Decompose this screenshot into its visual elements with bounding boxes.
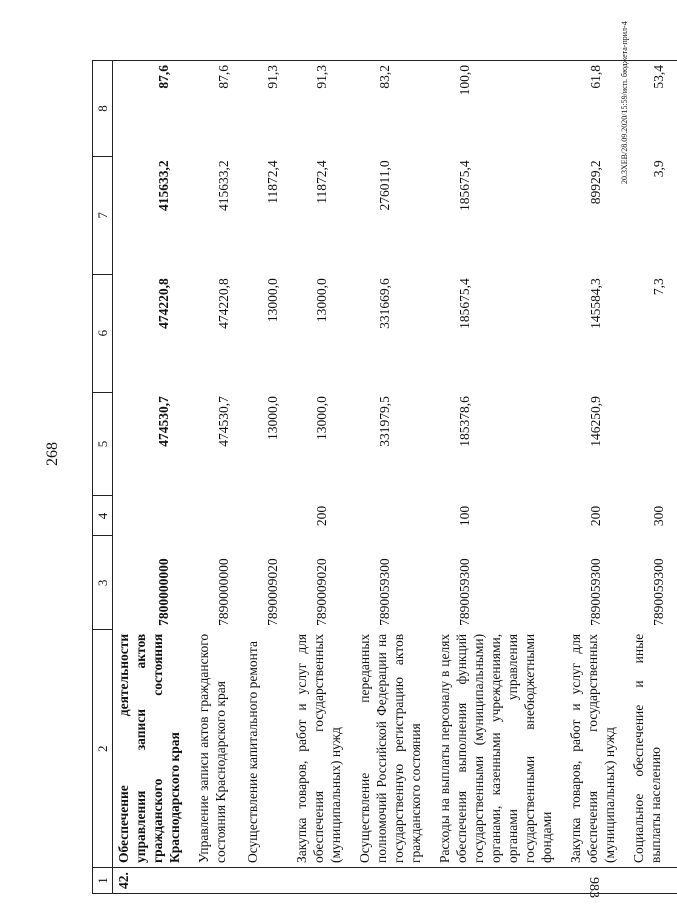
header-cell: 2: [93, 630, 113, 868]
cell-code: 7890000000: [216, 558, 231, 626]
cell-vr: [113, 496, 194, 536]
table-row: [113, 61, 194, 894]
cell-num: [193, 868, 242, 894]
cell-c7: 185675,4: [457, 160, 472, 212]
cell-c5: 13000,0: [314, 396, 329, 440]
document-stamp: 20.3XEB/28.09.2020/15:59/исп. бюджета-прил-4: [620, 21, 629, 184]
cell-vr: 300: [651, 505, 666, 527]
header-cell: 1: [93, 868, 113, 894]
cell-code: 7890059300: [457, 558, 472, 626]
cell-c6: 7,3: [651, 278, 666, 296]
cell-c8: 61,8: [565, 61, 628, 157]
budget-table: [92, 60, 677, 894]
cell-num: [291, 868, 354, 894]
cell-c6: 474220,8: [156, 278, 171, 329]
cell-num: [242, 868, 291, 894]
cell-c6: 474220,8: [216, 278, 231, 329]
cell-c5: 185378,6: [457, 396, 472, 447]
table-row: [193, 61, 242, 894]
cell-num: [354, 868, 434, 894]
cell-code: 7890059300: [651, 558, 666, 626]
cell-c7: 11872,4: [265, 160, 280, 204]
cell-c6: 13000,0: [314, 278, 329, 323]
cell-vr: 200: [314, 505, 329, 527]
cell-c8: 100,0: [434, 61, 565, 157]
cell-name: Закупка товаров, работ и услуг для обеспечения государственных (муниципальных) нужд: [294, 633, 343, 864]
table-row: [242, 61, 291, 894]
cell-vr: [193, 496, 242, 536]
cell-c5: 146250,9: [588, 396, 603, 447]
cell-c8: 91,3: [242, 61, 291, 157]
cell-c7: 89929,2: [588, 160, 603, 205]
header-cell: 4: [93, 496, 113, 536]
cell-c8: 87,6: [113, 61, 194, 157]
cell-c6: 145584,3: [588, 278, 603, 329]
cell-code: 7890059300: [588, 558, 603, 626]
cell-c8: 87,6: [193, 61, 242, 157]
cell-code: 7890009020: [265, 558, 280, 626]
cell-vr: 100: [457, 505, 472, 527]
cell-name: Расходы на выплаты персоналу в целях обеспечения выполнения функций государственными (муниципальными) органами, казенными учреждениями, органами управления государственными внебюджетными фондами: [437, 633, 554, 864]
cell-c6: 185675,4: [457, 278, 472, 329]
header-cell: 3: [93, 536, 113, 630]
cell-code: 7890059300: [377, 558, 392, 626]
cell-c5: [628, 392, 677, 496]
cell-c7: 11872,4: [314, 160, 329, 204]
header-cell: 6: [93, 274, 113, 392]
table-row: [434, 61, 565, 894]
cell-num: [565, 868, 628, 894]
cell-num: [434, 868, 565, 894]
corner-mark: 983: [586, 877, 601, 898]
cell-name: Социальное обеспечение и иные выплаты населению: [631, 633, 663, 864]
cell-c8: 83,2: [354, 61, 434, 157]
cell-c8: 91,3: [291, 61, 354, 157]
header-cell: 5: [93, 392, 113, 496]
cell-code: 7890009020: [314, 558, 329, 626]
cell-c7: 3,9: [651, 160, 666, 178]
page-number: 268: [44, 442, 61, 466]
table-row: [291, 61, 354, 894]
cell-name: Закупка товаров, работ и услуг для обеспечения государственных (муниципальных) нужд: [568, 633, 617, 864]
cell-num: 42.: [113, 868, 194, 894]
table-row: [565, 61, 628, 894]
cell-name: Управление записи актов гражданского состояния Краснодарского края: [196, 633, 228, 864]
cell-c5: 13000,0: [265, 396, 280, 440]
cell-c5: 474530,7: [156, 396, 171, 447]
cell-c5: 331979,5: [377, 396, 392, 447]
cell-c8: 53,4: [628, 61, 677, 157]
cell-num: [628, 868, 677, 894]
cell-vr: [242, 496, 291, 536]
header-cell: 8: [93, 61, 113, 157]
header-cell: 7: [93, 156, 113, 274]
cell-c7: 276011,0: [377, 160, 392, 211]
cell-vr: [354, 496, 434, 536]
table-row: [628, 61, 677, 894]
cell-c6: 13000,0: [265, 278, 280, 323]
cell-name: Осуществление капитального ремонта: [245, 641, 260, 864]
cell-name: Обеспечение деятельности управления записи актов гражданского состояния Краснодарского края: [116, 633, 182, 864]
cell-c5: 474530,7: [216, 396, 231, 447]
table-header-row: [93, 61, 113, 894]
cell-name: Осуществление переданных полномочий Российской Федерации на государственную регистрацию актов гражданского состояния: [357, 633, 423, 864]
table-row: [354, 61, 434, 894]
cell-c6: 331669,6: [377, 278, 392, 329]
cell-vr: 200: [588, 505, 603, 527]
cell-code: 7800000000: [156, 558, 171, 626]
cell-c7: 415633,2: [216, 160, 231, 212]
cell-c7: 415633,2: [156, 160, 171, 212]
